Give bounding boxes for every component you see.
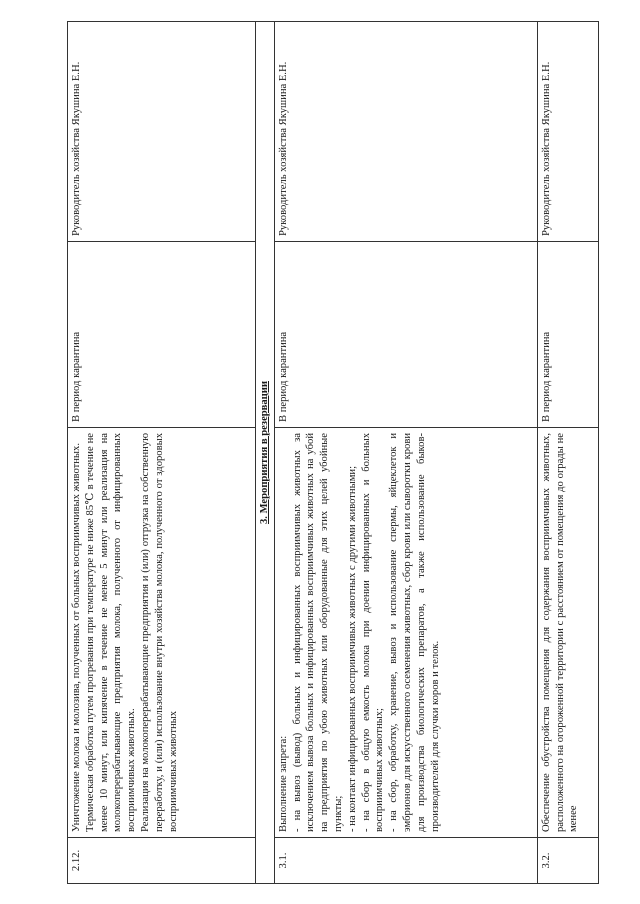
row-number: 2.12.: [68, 838, 256, 884]
deadline-cell: В период карантина: [68, 242, 256, 428]
measure-line: Реализация на молокоперерабатывающие предприятия и (или) отгрузка на собственную переработку, и (или) использование внутри хозяйства молока, полученного от здоровых восприимчивых животных: [139, 433, 179, 832]
measure-line: Термическая обработка путем прогревания при температуре не ниже 85℃ в течение не менее 10 минут, или кипячение в течение не менее 5 минут или реализация на молокоперерабатывающие предприятия молока, полученного от инфицированных восприимчивых животных.: [84, 433, 138, 832]
table-row: [274, 22, 537, 884]
measure-line: Уничтожение молока и молозива, полученных от больных восприимчивых животных.: [71, 443, 82, 832]
deadline-cell: В период карантина: [274, 242, 537, 428]
measure-text: [68, 428, 256, 838]
row-number: 3.2.: [537, 838, 598, 884]
measure-line: - на вывоз (вывод) больных и инфицированных восприимчивых животных за исключением вывоза больных и инфицированных восприимчивых животных на убой на предприятия по убою животных или оборудованные для этих целей убойные пункты;: [291, 433, 344, 832]
deadline-cell: В период карантина: [537, 242, 598, 428]
responsible-cell: Руководитель хозяйства Якушина Е.Н.: [68, 22, 256, 242]
measure-text: [274, 428, 537, 838]
table-row: [68, 22, 256, 884]
responsible-cell: Руководитель хозяйства Якушина Е.Н.: [274, 22, 537, 242]
measure-line: - на контакт инфицированных восприимчивых животных с другими животными;: [346, 465, 358, 832]
measure-text: [537, 428, 598, 838]
measure-line: - на сбор в общую емкость молока при доении инфицированных и больных восприимчивых животных;: [360, 433, 386, 832]
section-row: [256, 22, 275, 884]
responsible-cell: Руководитель хозяйства Якушина Е.Н.: [537, 22, 598, 242]
row-number: 3.1.: [274, 838, 537, 884]
section-title: 3. Мероприятия в резервации: [256, 22, 275, 884]
measure-line: Обеспечение обустройства помещения для содержания восприимчивых животных, расположенного на огороженной территории с расстоянием от помещения до ограды не менее: [540, 433, 580, 832]
measure-line: - на сбор, обработку, хранение, вывоз и использование спермы, яйцеклеток и эмбрионов для искусственного осеменения животных, сбор крови или сыворотки крови для производства биологических препаратов, а также использование быков-производителей для случки коров и телок.: [388, 433, 441, 832]
measure-line: Выполнение запрета:: [277, 735, 289, 832]
table-row: [537, 22, 598, 884]
measures-table: [67, 21, 599, 884]
